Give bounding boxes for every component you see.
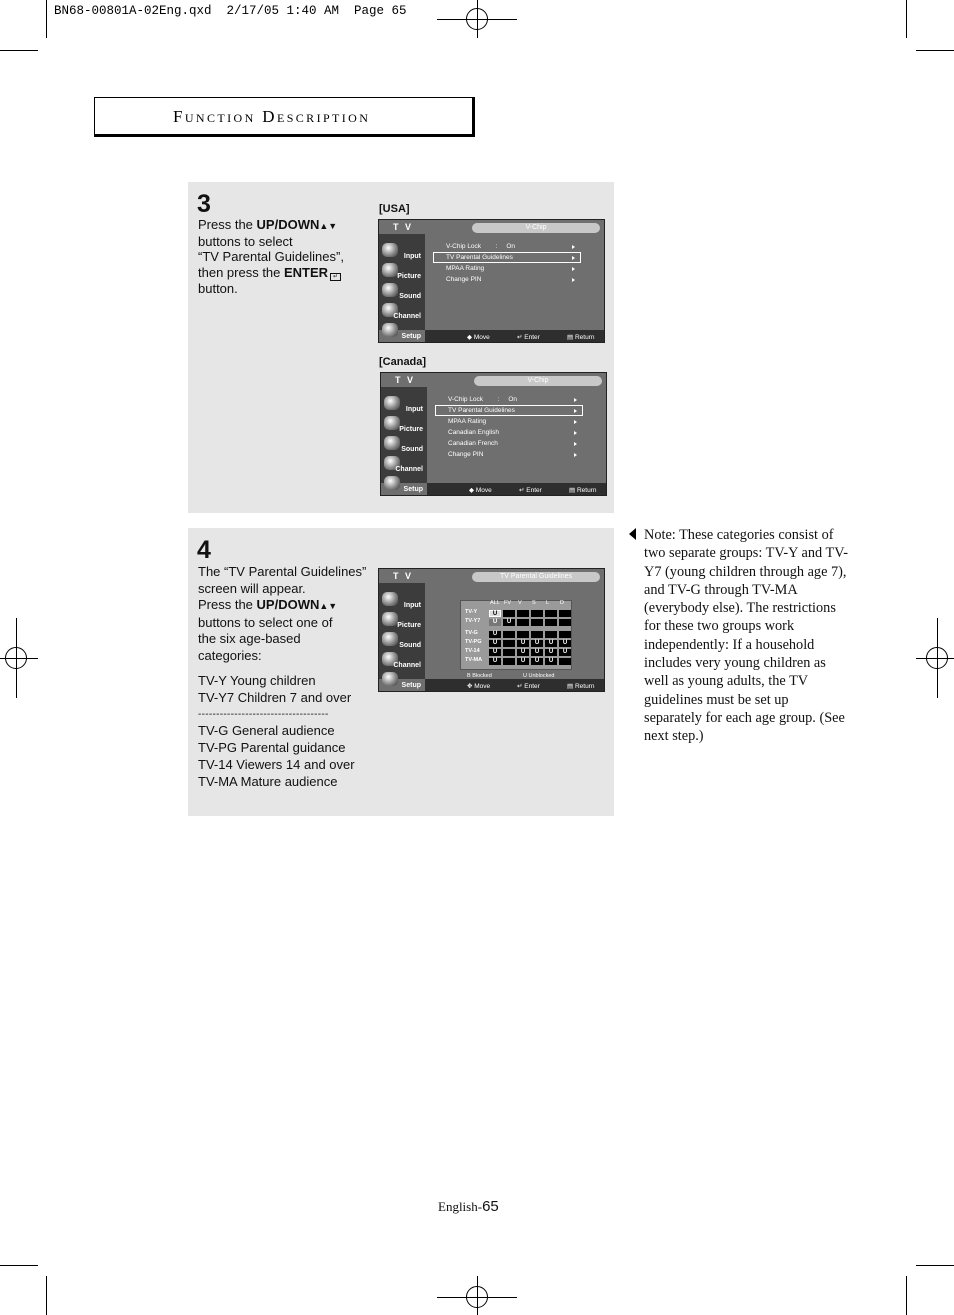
menu-item: TV Parental Guidelines [446,254,513,261]
osd-tv-label: T V [393,571,414,581]
footer-language: English- [438,1199,483,1214]
grid-column-header: S [532,600,536,606]
sidebar-item-picture: Picture [381,611,423,629]
grid-cell[interactable] [545,631,557,638]
grid-row-label: TV-Y [465,609,478,615]
sidebar-item-input: Input [381,591,423,609]
grid-cell[interactable]: U [517,658,529,665]
enter-hint: ↵ Enter [517,334,540,341]
grid-cell[interactable] [545,619,557,626]
menu-item: V-Chip Lock : On [446,243,515,250]
grid-cell[interactable] [503,640,515,647]
page-footer [438,1198,499,1215]
osd-footer [427,483,606,495]
input-icon [382,243,398,257]
category-item: TV-MA Mature audience [198,773,338,789]
osd-tv-label: T V [395,375,416,385]
input-icon [384,396,400,410]
grid-row-label: TV-PG [465,639,482,645]
setup-icon [384,476,400,490]
picture-icon [382,612,398,626]
menu-item: MPAA Rating [448,418,487,425]
legend-blocked: B Blocked [467,673,492,679]
return-hint: ▤ Return [567,334,595,341]
picture-icon [384,416,400,430]
osd-sidebar [381,387,427,493]
menu-item: MPAA Rating [446,265,485,272]
enter-hint: ↵ Enter [517,683,540,690]
input-icon [382,592,398,606]
menu-item: TV Parental Guidelines [448,407,515,414]
crop-mark [916,50,954,51]
grid-cell[interactable]: U [517,640,529,647]
menu-item: V-Chip Lock : On [448,396,517,403]
category-item: TV-Y Young children [198,673,316,688]
chevron-right-icon [574,453,577,457]
category-item: TV-Y7 Children 7 and over [198,689,352,705]
grid-cell[interactable]: U [559,649,571,656]
sidebar-item-channel: Channel [381,651,423,669]
grid-column-header: V [518,600,522,606]
move-hint: ✥ Move [467,683,491,690]
grid-column-header: FV [504,600,512,606]
grid-cell[interactable]: U [531,640,543,647]
step-3-instructions: Press the UP/DOWN▲▼ buttons to select “TV Parental Guidelines”, then press the ENTER ↵ button. [198,217,344,296]
section-title: Function Description [173,107,371,126]
menu-item: Canadian French [448,440,498,447]
grid-cell[interactable]: U [545,658,557,665]
category-list [198,673,376,791]
crop-mark [916,1265,954,1266]
grid-cell[interactable]: U [545,649,557,656]
move-hint: ◆ Move [469,487,492,494]
grid-cell[interactable] [531,610,543,617]
grid-column-header: D [560,600,564,606]
chevron-right-icon [574,431,577,435]
chevron-right-icon [574,442,577,446]
setup-icon [382,672,398,686]
category-separator: ------------------------------------ [198,708,329,720]
grid-row-label: TV-G [465,630,478,636]
osd-title: V-Chip [472,223,600,233]
osd-parental-guidelines-screen [378,568,605,692]
grid-cell[interactable] [503,631,515,638]
return-hint: ▤ Return [569,487,597,494]
menu-item: Canadian English [448,429,499,436]
usa-label: [USA] [379,203,410,215]
osd-canada-screen [380,372,607,496]
grid-cell[interactable] [503,649,515,656]
grid-cell[interactable] [517,631,529,638]
canada-label: [Canada] [379,356,427,368]
sidebar-item-channel: Channel [381,302,423,320]
chevron-right-icon [572,245,575,249]
grid-cell[interactable]: U [545,640,557,647]
menu-item: Change PIN [446,276,482,283]
grid-cell[interactable]: U [531,649,543,656]
menu-item: Change PIN [448,451,484,458]
grid-cell[interactable] [503,610,515,617]
legend-unblocked: U Unblocked [523,673,555,679]
osd-footer [425,679,604,691]
grid-cell[interactable]: U [489,619,501,626]
osd-footer [425,330,604,342]
note-text: Note: These categories consist of two separate groups: TV-Y and TV-Y7 (young children through age 7), and TV-G through TV-MA (everybody else). The restrictions for these two groups work independently: If a household includes very young children as well as young adults, the TV guidelines must be set up separately for each age group. (See next step.) [644,527,848,745]
grid-cell[interactable] [559,631,571,638]
section-title-box [94,97,475,137]
osd-title: V-Chip [474,376,602,386]
grid-cell[interactable]: U [531,658,543,665]
sound-icon [382,632,398,646]
grid-cell[interactable] [545,610,557,617]
crop-mark [46,1276,47,1315]
chevron-right-icon [574,409,577,413]
grid-cell[interactable]: U [489,610,501,617]
grid-cell[interactable] [559,658,571,665]
grid-row-label: TV-Y7 [465,618,481,624]
grid-cell[interactable] [503,658,515,665]
sound-icon [384,436,400,450]
step-4-instructions: The “TV Parental Guidelines” screen will appear. Press the UP/DOWN▲▼ buttons to select one of the six age-based categories: [198,564,367,663]
grid-cell[interactable]: U [489,658,501,665]
sidebar-item-input: Input [381,242,423,260]
return-hint: ▤ Return [567,683,595,690]
page-number: 65 [482,1198,499,1215]
grid-cell[interactable]: U [517,649,529,656]
chevron-right-icon [572,256,575,260]
enter-hint: ↵ Enter [519,487,542,494]
osd-usa-screen [378,219,605,343]
sidebar-item-setup: Setup [383,475,425,493]
grid-column-header: L [546,600,550,606]
sidebar-item-setup: Setup [381,671,423,689]
sidebar-item-picture: Picture [383,415,425,433]
grid-row-label: TV-MA [465,657,483,663]
step-3-number: 3 [197,190,211,218]
grid-cell[interactable] [517,610,529,617]
sidebar-item-sound: Sound [381,631,423,649]
crop-mark [46,0,47,38]
sidebar-item-sound: Sound [383,435,425,453]
grid-row-label: TV-14 [465,648,480,654]
grid-cell[interactable] [517,619,529,626]
chevron-right-icon [574,398,577,402]
sidebar-item-input: Input [383,395,425,413]
print-slug: BN68-00801A-02Eng.qxd 2/17/05 1:40 AM Page 65 [54,4,407,18]
grid-cell[interactable] [559,619,571,626]
grid-cell[interactable]: U [489,631,501,638]
crop-mark [906,0,907,38]
sidebar-item-sound: Sound [381,282,423,300]
chevron-right-icon [572,278,575,282]
grid-cell[interactable]: U [559,640,571,647]
picture-icon [382,263,398,277]
parental-guidelines-grid [460,600,572,670]
note-pointer-icon [629,528,636,540]
grid-cell[interactable] [531,631,543,638]
grid-cell[interactable]: U [503,619,515,626]
osd-title: TV Parental Guidelines [472,572,600,582]
move-hint: ◆ Move [467,334,490,341]
sidebar-item-channel: Channel [383,455,425,473]
sound-icon [382,283,398,297]
sidebar-item-picture: Picture [381,262,423,280]
category-item: TV-14 Viewers 14 and over [198,756,355,772]
setup-icon [382,323,398,337]
grid-cell[interactable] [531,619,543,626]
enter-icon: ↵ [330,273,341,281]
category-item: TV-G General audience [198,723,335,739]
chevron-right-icon [572,267,575,271]
osd-tv-label: T V [393,222,414,232]
step-4-number: 4 [197,536,211,564]
category-item: TV-PG Parental guidance [198,740,346,756]
osd-sidebar [379,234,425,340]
grid-cell[interactable]: U [489,640,501,647]
grid-column-header: ALL [490,600,500,606]
grid-cell[interactable] [559,610,571,617]
crop-mark [0,1265,38,1266]
crop-mark [906,1276,907,1315]
crop-mark [0,50,38,51]
sidebar-item-setup: Setup [381,322,423,340]
chevron-right-icon [574,420,577,424]
up-down-arrows-icon: ▲▼ [319,221,338,231]
osd-sidebar [379,583,425,689]
up-down-arrows-icon: ▲▼ [319,601,338,612]
grid-cell[interactable]: U [489,649,501,656]
